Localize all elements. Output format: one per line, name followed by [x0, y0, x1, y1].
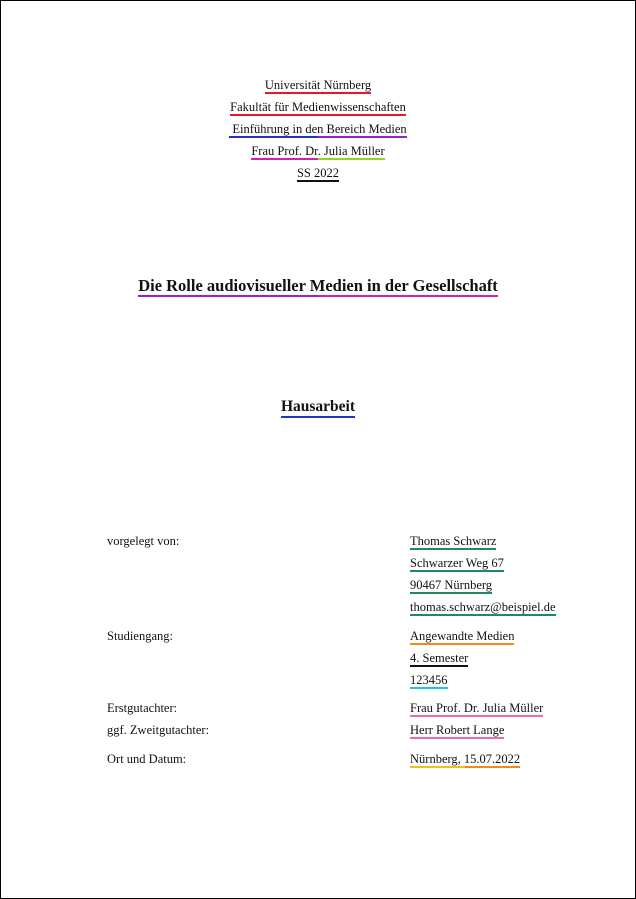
underline [410, 737, 504, 739]
university-line [1, 77, 635, 93]
author-name: Thomas Schwarz [410, 534, 497, 548]
course-line [1, 121, 635, 137]
submitted-by-label: vorgelegt von: [107, 534, 180, 548]
document-type: Hausarbeit [280, 398, 356, 415]
first-examiner-value: Frau Prof. Dr. Julia Müller [410, 701, 544, 715]
place-date-label: Ort und Datum: [107, 752, 187, 766]
author-email: thomas.schwarz@beispiel.de [410, 600, 556, 614]
student-id: 123456 [410, 673, 448, 687]
underline [410, 643, 514, 645]
underline [281, 416, 355, 418]
author-city: 90467 Nürnberg [410, 578, 493, 592]
second-examiner-label: ggf. Zweitgutachter: [107, 723, 210, 737]
author-street: Schwarzer Weg 67 [410, 556, 504, 570]
program-value: Angewandte Medien [410, 629, 515, 643]
course-name: Einführung in den Bereich Medien [229, 122, 407, 136]
page-title: Die Rolle audiovisueller Medien in der Gesellschaft [138, 276, 498, 295]
first-examiner-label: Erstgutachter: [107, 701, 178, 715]
place-date-value: Nürnberg, 15.07.2022 [410, 752, 521, 766]
second-examiner-value: Herr Robert Lange [410, 723, 505, 737]
underline [265, 92, 371, 94]
semester-label: SS 2022 [296, 166, 340, 180]
underline [410, 548, 496, 550]
title-line [1, 276, 635, 296]
faculty-name: Fakultät für Medienwissenschaften [230, 100, 406, 114]
lecturer-line [1, 143, 635, 159]
underline [229, 136, 406, 138]
underline [297, 180, 339, 182]
underline [410, 715, 543, 717]
program-label: Studiengang: [107, 629, 173, 643]
underline [410, 687, 448, 689]
underline [138, 295, 498, 297]
underline [410, 570, 504, 572]
underline [410, 665, 468, 667]
underline [251, 158, 384, 160]
lecturer-name: Frau Prof. Dr. Julia Müller [251, 144, 385, 158]
underline [230, 114, 406, 116]
underline [410, 614, 556, 616]
semester-line [1, 165, 635, 181]
underline [410, 766, 520, 768]
semester-value: 4. Semester [410, 651, 469, 665]
subtitle-line [1, 397, 635, 417]
university-name: Universität Nürnberg [264, 78, 372, 92]
underline [410, 592, 492, 594]
faculty-line [1, 99, 635, 115]
